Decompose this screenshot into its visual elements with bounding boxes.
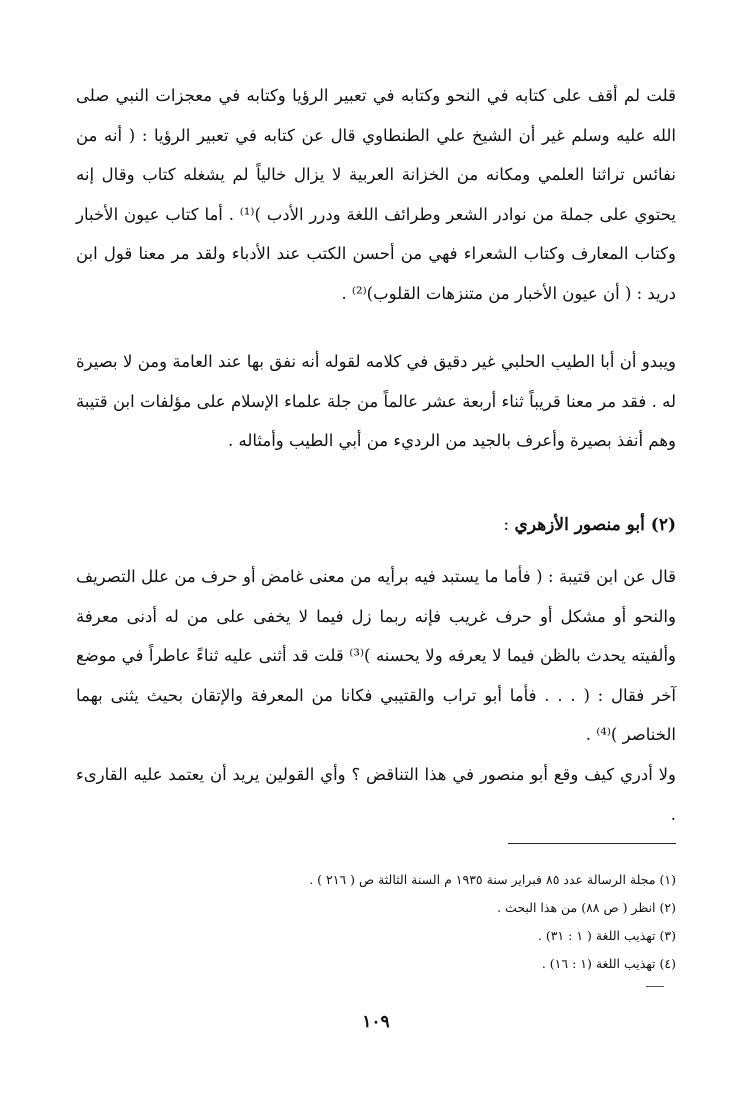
page-number: ١٠٩: [362, 1012, 390, 1032]
section-heading: [76, 510, 676, 540]
section-heading-title: (٢) أبو منصور الأزهري: [514, 515, 676, 535]
footnote-divider: [508, 843, 676, 844]
paragraph-contradiction: ولا أدري كيف وقع أبو منصور في هذا التناقض ؟ وأي القولين يريد أن يعتمد عليه القارىء .: [76, 765, 676, 824]
paragraph-abu-al-tayyib: ويبدو أن أبا الطيب الحلبي غير دقيق في كلامه لقوله أنه نفق بها عند العامة ومن لا بصيرة له . فقد مر معنا قريباً ثناء أربعة عشر عالماً من جلة علماء الإسلام على مؤلفات ابن قتيبة وهم أنفذ بصيرة وأعرف بالجيد من الرديء من أبي الطيب وأمثاله .: [76, 352, 676, 450]
footnote-1: (١) مجلة الرسالة عدد ٨٥ فبراير سنة ١٩٣٥ م السنة الثالثة ص ( ٢١٦ ) .: [309, 872, 676, 887]
paragraph-books: قلت لم أقف على كتابه في النحو وكتابه في تعبير الرؤيا وكتابه في معجزات النبي صلى الله عليه وسلم غير أن الشيخ علي الطنطاوي قال عن كتابه في تعبير الرؤيا : ( أنه من نفائس تراثنا العلمي ومكانه من الخزانة العربية لا يزال خالياً لم يشغله كتاب وقال إنه يحتوي على جملة من نوادر الشعر وطرائف اللغة ودرر الأدب )⁽¹⁾ . أما كتاب عيون الأخبار وكتاب المعارف وكتاب الشعراء فهي من أحسن الكتب عند الأدباء ولقد مر معنا قول ابن دريد : ( أن عيون الأخبار من متنزهات القلوب)⁽²⁾ .: [76, 86, 676, 303]
footnote-2: (٢) انظر ( ص ٨٨) من هذا البحث .: [497, 900, 676, 915]
section-heading-colon: :: [503, 515, 515, 535]
footnote-tail-mark: [646, 986, 664, 987]
paragraph-azhari-quote: قال عن ابن قتيبة : ( فأما ما يستبد فيه برأيه من معنى غامض أو حرف من علل التصريف والنحو أو مشكل أو حرف غريب فإنه ربما زل فيما لا يخفى على من له أدنى معرفة وألفيته يحدث بالظن فيما لا يعرفه ولا يحسنه )⁽³⁾ قلت قد أثنى عليه ثناءً عاطراً في موضع آخر فقال : ( . . . فأما أبو تراب والقتيبي فكانا من المعرفة والإتقان بحيث يثنى بهما الخناصر )⁽⁴⁾ .: [76, 567, 676, 744]
footnote-3: (٣) تهذيب اللغة ( ١ : ٣١) .: [537, 928, 676, 943]
footnotes-list: [76, 866, 676, 978]
footnote-4: (٤) تهذيب اللغة (١ : ١٦) .: [541, 956, 676, 971]
